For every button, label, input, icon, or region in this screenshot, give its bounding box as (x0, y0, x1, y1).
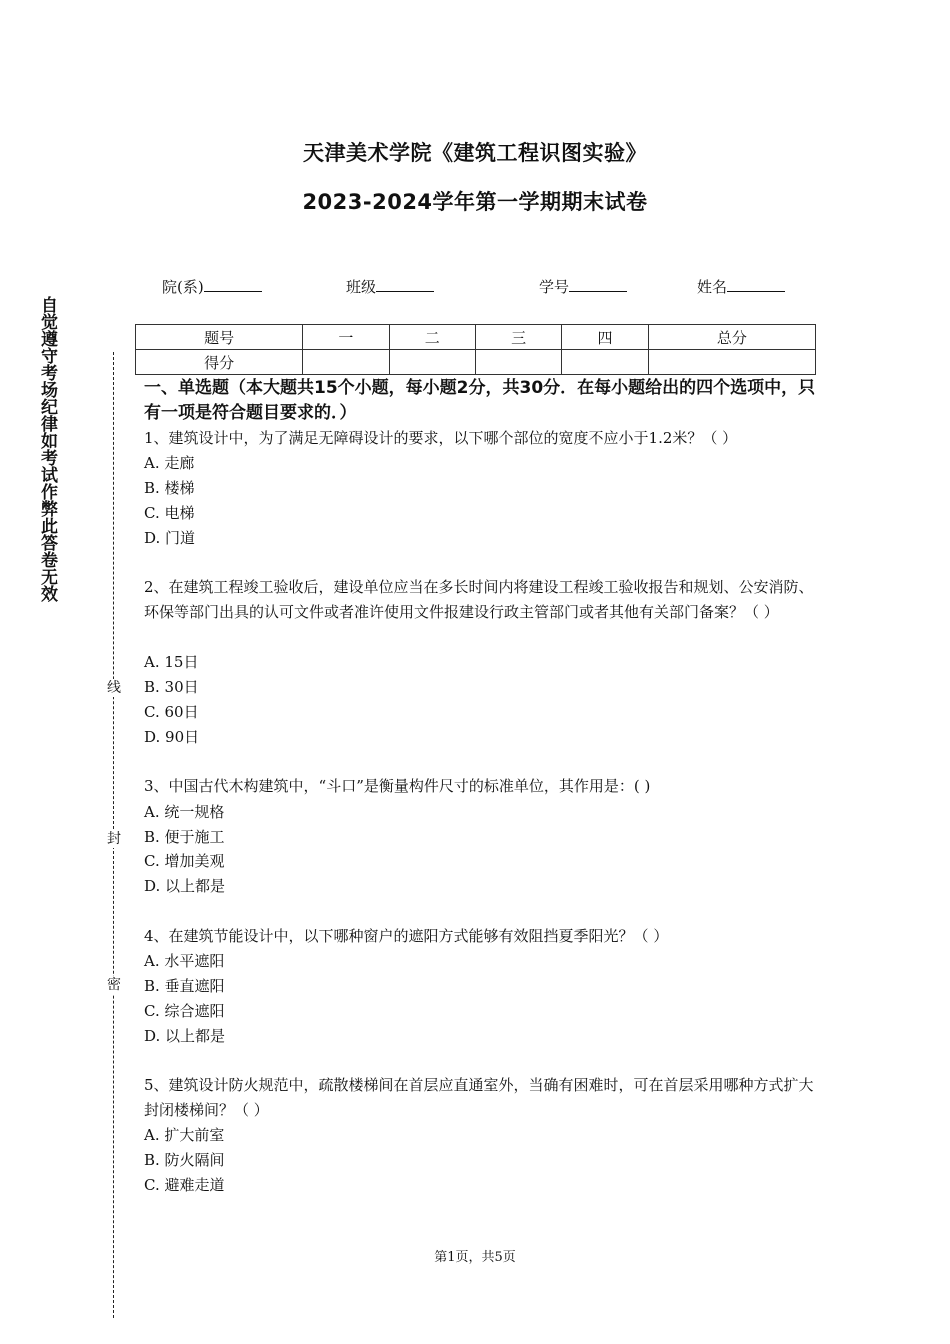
class-label: 班级 (346, 278, 377, 296)
student-id-label: 学号 (539, 278, 570, 296)
option: C. 避难走道 (144, 1176, 225, 1194)
table-cell (562, 350, 648, 375)
score-table-header-row (136, 325, 816, 350)
student-id-blank (569, 277, 627, 292)
question-stem: 2、在建筑工程竣工验收后，建设单位应当在多长时间内将建设工程竣工验收报告和规划、公安消防、环保等部门出具的认可文件或者准许使用文件报建设行政主管部门或者其他有关部门备案？（ ） (144, 578, 814, 621)
question-stem: 1、建筑设计中，为了满足无障碍设计的要求，以下哪个部位的宽度不应小于1.2米？（ ） (144, 429, 738, 447)
option: A. 统一规格 (144, 803, 225, 821)
exam-title: 天津美术学院《建筑工程识图实验》 (303, 141, 647, 165)
table-cell: 得分 (136, 350, 303, 375)
option: A. 走廊 (144, 454, 195, 472)
score-table-score-row (136, 350, 816, 375)
option: C. 增加美观 (144, 852, 225, 870)
department-field (162, 276, 262, 297)
class-blank (376, 277, 434, 292)
table-cell (389, 350, 475, 375)
option: D. 以上都是 (144, 877, 226, 895)
table-cell: 二 (389, 325, 475, 350)
student-id-field (539, 276, 627, 297)
question-stem: 3、中国古代木构建筑中，“斗口”是衡量构件尺寸的标准单位，其作用是：( ) (144, 777, 651, 795)
option: B. 防火隔间 (144, 1151, 225, 1169)
table-cell: 总分 (648, 325, 815, 350)
exam-subtitle: 2023-2024学年第一学期期末试卷 (302, 190, 648, 214)
name-blank (727, 277, 785, 292)
question-stem: 5、建筑设计防火规范中，疏散楼梯间在首层应直通室外，当确有困难时，可在首层采用哪种方式扩大封闭楼梯间？（ ） (144, 1076, 814, 1119)
table-cell: 题号 (136, 325, 303, 350)
binding-label-line: 线 (107, 680, 121, 696)
option: D. 以上都是 (144, 1027, 226, 1045)
option: B. 便于施工 (144, 828, 225, 846)
table-cell: 一 (303, 325, 389, 350)
exam-discipline-notice: 自觉遵守考场纪律如考试作弊此答卷无效 (37, 296, 57, 602)
binding-label-seal: 封 (107, 831, 121, 847)
option: C. 60日 (144, 703, 199, 721)
class-field (346, 276, 434, 297)
option: C. 综合遮阳 (144, 1002, 225, 1020)
option: A. 15日 (144, 653, 199, 671)
name-label: 姓名 (697, 278, 728, 296)
option: A. 水平遮阳 (144, 952, 225, 970)
score-table (135, 324, 816, 375)
table-cell: 四 (562, 325, 648, 350)
option: B. 楼梯 (144, 479, 195, 497)
table-cell: 三 (475, 325, 561, 350)
name-field (697, 276, 785, 297)
table-cell (303, 350, 389, 375)
option: B. 垂直遮阳 (144, 977, 225, 995)
page-number: 第1页，共5页 (434, 1250, 516, 1265)
department-blank (204, 277, 262, 292)
option: D. 门道 (144, 529, 196, 547)
question-stem: 4、在建筑节能设计中，以下哪种窗户的遮阳方式能够有效阻挡夏季阳光？（ ） (144, 927, 669, 945)
option: C. 电梯 (144, 504, 195, 522)
binding-label-secret: 密 (107, 977, 121, 993)
table-cell (475, 350, 561, 375)
table-cell (648, 350, 815, 375)
option: D. 90日 (144, 728, 200, 746)
department-label: 院(系) (162, 278, 204, 296)
section-heading: 一、单选题（本大题共15个小题，每小题2分，共30分．在每小题给出的四个选项中，只有一项是符合题目要求的．） (144, 378, 816, 423)
option: A. 扩大前室 (144, 1126, 225, 1144)
option: B. 30日 (144, 678, 199, 696)
